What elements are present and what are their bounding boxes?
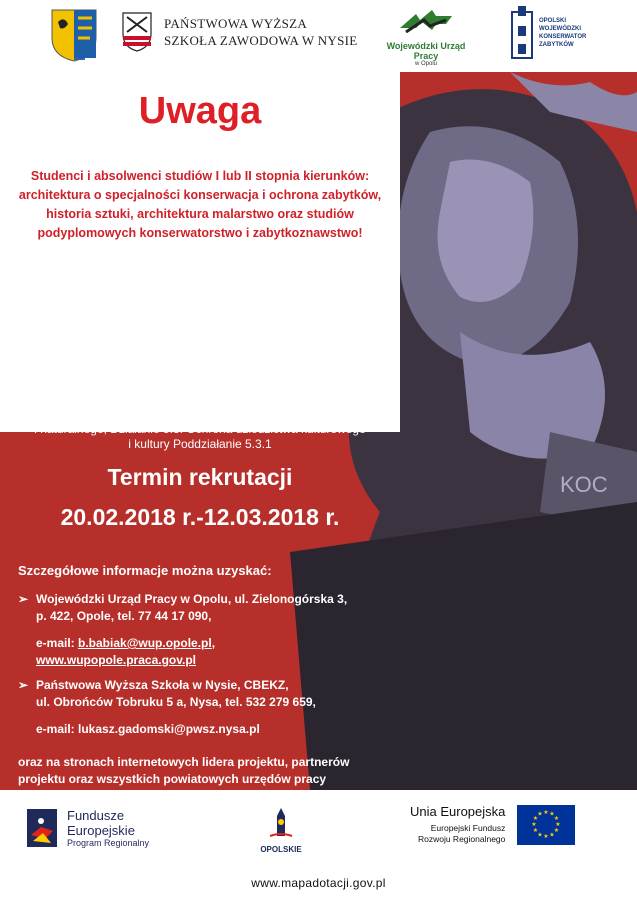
wup-address-line: p. 422, Opole, tel. 77 44 17 090, [36, 609, 212, 623]
eu-title: Unia Europejska [410, 804, 506, 819]
lead-line: Lider projektu Gmina Pokój oraz partnerzy: Państwowa Wyższa [30, 251, 370, 265]
pwsz-email-text: lukasz.gadomski@pwsz.nysa.pl [78, 722, 260, 736]
svg-text:★: ★ [555, 820, 562, 828]
separator: , [211, 636, 216, 650]
target-group-line: podyplomowych konserwatorstwo i zabytkoznawstwo! [37, 226, 363, 240]
recruitment-title: Termin rekrutacji [107, 464, 293, 490]
svg-text:★: ★ [543, 808, 550, 816]
wup-email-link[interactable]: b.babiak@wup.opole.pl [78, 636, 212, 650]
target-group-text [0, 167, 400, 243]
contact-section [18, 562, 388, 805]
program-line: realizowanego w ramach RPO WO 2014-2020, [74, 392, 326, 406]
pwsz-shield-icon [122, 12, 152, 52]
contact-item-wup [18, 591, 388, 625]
pwsz-email-block [18, 721, 388, 738]
wup-sub: w Opolu [414, 61, 437, 67]
program-line: i kultury Poddziałanie 5.3.1 [128, 437, 272, 451]
fundusze-europejskie-logo [27, 808, 149, 848]
project-title-line: opolskim” [171, 348, 229, 360]
coat-of-arms-icon [50, 8, 98, 62]
target-group-line: Studenci i absolwenci studiów I lub II stopnia kierunków: [30, 169, 370, 183]
target-group-line: historia sztuki, architektura malarstwo oraz studiów [46, 207, 354, 221]
opolskie-tower-icon [266, 806, 296, 840]
okz-logo [510, 6, 586, 60]
outro-line: oraz na stronach internetowych lidera projektu, partnerów [18, 755, 350, 769]
opolskie-name: OPOLSKIE [260, 845, 302, 854]
recruitment-dates: 20.02.2018 r.-12.03.2018 r. [60, 504, 340, 530]
pwsz-address-line: ul. Obrońców Tobruku 5 a, Nysa, tel. 532 279 659, [36, 695, 316, 709]
fe-line3: Program Regionalny [67, 838, 150, 848]
project-title-line: i działania edukacyjno informacyjne w województwie [55, 333, 345, 345]
svg-text:★: ★ [533, 826, 539, 834]
contact-item-pwsz [18, 677, 388, 711]
svg-text:★: ★ [537, 810, 544, 817]
eu-flag-icon [517, 805, 575, 845]
pwsz-address-line: Państwowa Wyższa Szkoła w Nysie, CBEKZ, [36, 678, 289, 692]
footer-logo-bar [0, 790, 637, 899]
okz-line1: OPOLSKI [539, 18, 567, 24]
wup-email-block [18, 635, 388, 669]
wup-logo [378, 8, 474, 67]
target-group-line: architektura o specjalności konserwacja i ochrona zabytków, [18, 188, 382, 202]
eu-fund-line1: Europejski Fundusz [430, 823, 506, 833]
project-title [0, 302, 400, 362]
okz-building-icon [510, 6, 534, 60]
svg-text:★: ★ [537, 831, 544, 838]
lead-text [0, 250, 400, 298]
okz-line2: WOJEWÓDZKI [539, 26, 581, 32]
pwsz-name-line2: SZKOŁA ZAWODOWA W NYSIE [164, 33, 358, 48]
svg-text:★: ★ [554, 826, 560, 834]
arrow-bullet-icon: ➢ [18, 678, 29, 692]
eu-fund-line2: Rozwoju Regionalnego [417, 834, 506, 844]
svg-text:★: ★ [549, 810, 556, 817]
pwsz-logo [122, 12, 358, 52]
okz-line3: KONSERWATOR [539, 34, 587, 40]
svg-text:KOC: KOC [560, 472, 608, 497]
page-title: Uwaga [138, 90, 262, 132]
fe-line1: Fundusze [67, 808, 125, 823]
okz-line4: ZABYTKÓW [539, 42, 574, 48]
svg-text:★: ★ [549, 831, 556, 838]
lead-line: o przedłużeniu terminu rekrutacji uczestników do projektu [47, 283, 353, 297]
lead-line: Szkoła w Nysie i Wojewódzki Urząd Pracy w Opolu informują [38, 267, 362, 281]
wup-name: Wojewódzki Urząd Pracy [386, 41, 466, 61]
fe-star-icon [27, 809, 57, 847]
wup-website-link[interactable]: www.wupopole.praca.gov.pl [36, 653, 197, 667]
email-label: e-mail: [36, 722, 79, 736]
wup-arrows-icon [396, 8, 456, 34]
wup-address-line: Wojewódzki Urząd Pracy w Opolu, ul. Zielonogórska 3, [36, 592, 348, 606]
header-logo-bar [0, 0, 637, 72]
outro-line: projektu oraz wszystkich powiatowych urzędów pracy [18, 772, 327, 786]
svg-text:★: ★ [554, 814, 560, 822]
svg-text:★: ★ [533, 814, 539, 822]
pwsz-name-line1: PAŃSTWOWA WYŻSZA [164, 16, 308, 31]
program-text [0, 392, 400, 452]
email-label: e-mail: [36, 636, 79, 650]
svg-text:★: ★ [543, 832, 550, 840]
svg-text:★: ★ [531, 820, 538, 828]
program-line: Oś priorytetowa V Ochrona środowiska, dziedzictwa kulturowego [27, 407, 373, 421]
website-url: www.mapadotacji.gov.pl [251, 876, 386, 890]
fe-line2: Europejskie [67, 823, 135, 838]
contract-number: nr umowy RPOP.05.03.01-16-0024/16-00 z 6.10.2017 r. [124, 374, 313, 383]
project-title-line: „Zachowanie dziedzictwa kulturowego i historycznego [51, 303, 349, 315]
project-title-line: poprzez rewaloryzację obiektów zabytkowych w Pokoju [48, 318, 352, 330]
poster-body [0, 72, 637, 790]
program-line: i naturalnego, Działanie 5.3. Ochrona dziedzictwa kulturowego [34, 422, 366, 436]
arrow-bullet-icon: ➢ [18, 592, 29, 606]
contact-intro: Szczegółowe informacje można uzyskać: [18, 563, 272, 578]
eu-logo [410, 804, 575, 845]
opolskie-logo [245, 806, 317, 854]
